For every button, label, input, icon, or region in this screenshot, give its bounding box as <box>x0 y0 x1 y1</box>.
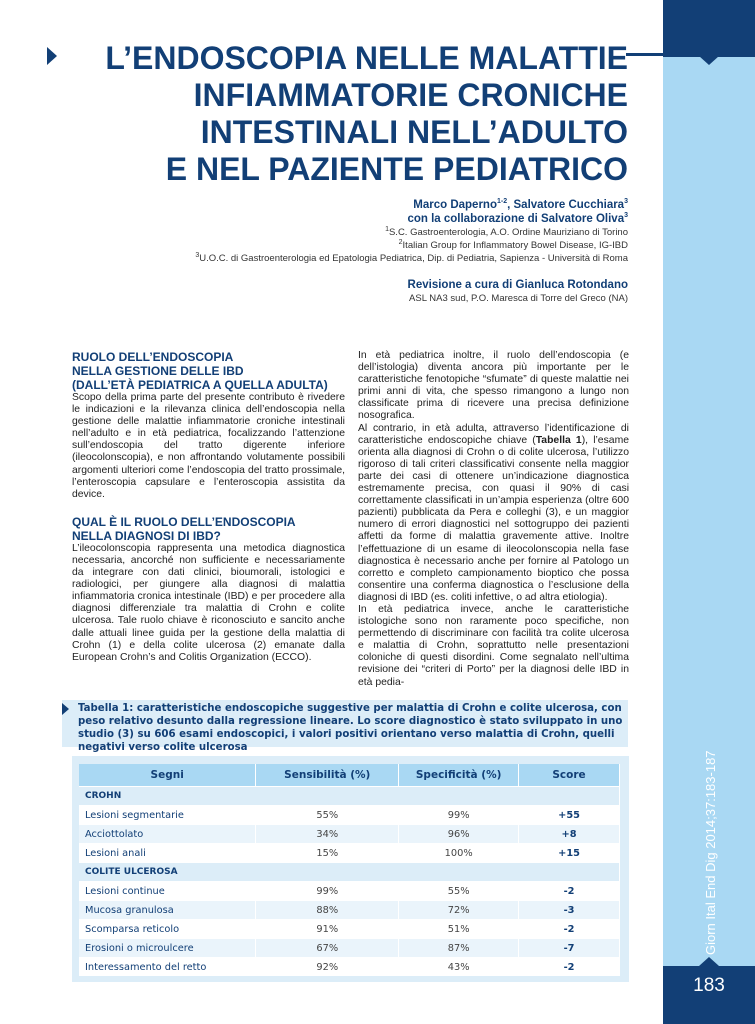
cell-score: +8 <box>519 825 620 844</box>
sidebar-band <box>663 0 755 1024</box>
table-row <box>79 844 620 863</box>
cell-sign: Lesioni segmentarie <box>79 806 256 825</box>
cell-sign: Scomparsa reticolo <box>79 920 256 939</box>
collaboration-line <box>68 212 628 226</box>
cell-sensitivity: 34% <box>256 825 399 844</box>
table-header-row <box>79 764 620 787</box>
cell-sign: Acciottolato <box>79 825 256 844</box>
heading-line: NELLA GESTIONE DELLE IBD <box>72 364 244 378</box>
column-header: Segni <box>79 764 256 787</box>
cell-sensitivity: 15% <box>256 844 399 863</box>
cell-sign: Interessamento del retto <box>79 958 256 977</box>
cell-sensitivity: 88% <box>256 901 399 920</box>
paragraph-text: Al contrario, in età adulta, attraverso l’identificazione di caratteristiche endoscopiche chiave ( <box>358 422 629 446</box>
author-name: Marco Daperno <box>413 199 497 211</box>
cell-sensitivity: 92% <box>256 958 399 977</box>
signs-table <box>79 764 620 976</box>
cell-sensitivity: 91% <box>256 920 399 939</box>
cell-specificity: 87% <box>399 939 519 958</box>
paragraph-text: ), l’esame orienta alla diagnosi di Crohn o di colite ulcerosa, l’utilizzo rigoroso di tali criteri classificativi consente nella maggior parte dei casi di ottenere un’indicazione diagnostica estremamente precisa, con quasi il 90% di casi correttamente classificati in un’ampia esperienza (oltre 600 pazienti) pubblicata da Pera e colleghi (3), e un maggior numero di errori diagnostici nel sottogruppo dei pazienti affetti da forme di malattia gravemente attive. Inoltre l’effettuazione di un esame di ileocolonscopia nella fase diagnostica è necessario anche per fornire al Patologo un corretto e completo campionamento bioptico che possa consentire una conferma diagnostica o l’esclusione della diagnosi di IBD (es. coliti infettive, o ad altra etiologia). <box>358 434 629 603</box>
affiliation <box>68 239 628 252</box>
body-paragraph: L’ileocolonscopia rappresenta una metodica diagnostica necessaria, ancorché non sufficiente e necessariamente da integrare con dati clinici, bioumorali, istologici e radiologici, per giungere alla diagnosi di malattia infiammatoria cronica intestinale (IBD) e per procedere alla diagnosi differenziale tra malattia di Crohn e colite ulcerosa. Tale ruolo chiave è riconosciuto e sancito anche dalle attuali linee guida per la gestione della malattia di Crohn (1) e della colite ulcerosa (2) emanate dalla European Crohn’s and Colitis Organization (ECCO). <box>72 542 345 663</box>
cell-score: +15 <box>519 844 620 863</box>
left-column <box>72 350 345 664</box>
cell-specificity: 100% <box>399 844 519 863</box>
body-paragraph: Scopo della prima parte del presente contributo è rivedere le indicazioni e la rilevanza clinica dell’endoscopia nella gestione delle malattie infiammatorie croniche intestinali nell’adulto e in età pediatrica, focalizzando l’attenzione sull’endoscopia del tratto digerente inferiore (ileocolonscopia), e non affrontando volutamente possibili argomenti ulteriori come l’endoscopia del tratto prossimale, l’enteroscopia capsulare e l’enteroscopia assistita da device. <box>72 392 345 500</box>
title-line: INTESTINALI NELL’ADULTO <box>200 114 628 150</box>
sidebar-header-block <box>663 0 755 57</box>
table-row <box>79 939 620 958</box>
cell-specificity: 43% <box>399 958 519 977</box>
cell-score: -3 <box>519 901 620 920</box>
group-label: COLITE ULCEROSA <box>79 863 620 882</box>
table-row <box>79 920 620 939</box>
section-heading <box>72 350 345 392</box>
affiliation-text: Italian Group for Inflammatory Bowel Disease, IG-IBD <box>402 240 628 251</box>
revision-line: Revisione a cura di Gianluca Rotondano <box>407 279 628 291</box>
right-column <box>358 350 629 689</box>
table-row <box>79 825 620 844</box>
table-group-row <box>79 787 620 806</box>
cell-specificity: 51% <box>399 920 519 939</box>
revision-affiliation: ASL NA3 sud, P.O. Maresca di Torre del Greco (NA) <box>409 293 628 304</box>
affiliation-sup: 3 <box>195 251 200 259</box>
author-sup: 1-2 <box>496 198 508 206</box>
article-title <box>66 40 628 188</box>
cell-sensitivity: 67% <box>256 939 399 958</box>
body-paragraph: In età pediatrica invece, anche le caratteristiche istologiche sono non raramente poco specifiche, non permettendo di discriminare con facilità tra colite ulcerosa e malattia di Crohn, soprattutto nelle presentazioni coloniche di questi disordini. Come segnalato nell’ultima revisione dei “criteri di Porto” per la diagnosi delle IBD in età pedia- <box>358 603 629 688</box>
page-number: 183 <box>693 975 725 996</box>
cell-sensitivity: 99% <box>256 882 399 901</box>
title-rule <box>626 53 663 56</box>
cell-sign: Erosioni o microulcere <box>79 939 256 958</box>
collaborator-name: con la collaborazione di Salvatore Oliva <box>407 213 625 225</box>
affiliation <box>68 252 628 265</box>
body-paragraph <box>358 423 629 604</box>
affiliation <box>68 226 628 239</box>
cell-sign: Lesioni anali <box>79 844 256 863</box>
cell-specificity: 99% <box>399 806 519 825</box>
column-header: Specificità (%) <box>399 764 519 787</box>
cell-sign: Lesioni continue <box>79 882 256 901</box>
body-paragraph: In età pediatrica inoltre, il ruolo dell’endoscopia (e dell’istologia) diventa ancora più importante per le caratteristiche fenotopiche “sfumate” di queste malattie nei primi anni di vita, che spesso rimangono a lungo non classificate prima di ricevere una precisa definizione nosografica. <box>358 350 629 422</box>
table-group-row <box>79 863 620 882</box>
page-notch-icon <box>699 957 719 966</box>
cell-score: +55 <box>519 806 620 825</box>
table-reference-link[interactable]: Tabella 1 <box>535 434 582 446</box>
title-line: INFIAMMATORIE CRONICHE <box>193 77 628 113</box>
affiliation-text: U.O.C. di Gastroenterologia ed Epatologia Pediatrica, Dip. di Pediatria, Sapienza - Università di Roma <box>199 253 628 264</box>
cell-specificity: 72% <box>399 901 519 920</box>
title-line: E NEL PAZIENTE PEDIATRICO <box>165 151 628 187</box>
cell-sign: Mucosa granulosa <box>79 901 256 920</box>
cell-specificity: 96% <box>399 825 519 844</box>
column-header: Score <box>519 764 620 787</box>
heading-line: QUAL È IL RUOLO DELL’ENDOSCOPIA <box>72 514 296 529</box>
sidebar-notch-icon <box>699 56 719 65</box>
cell-sensitivity: 55% <box>256 806 399 825</box>
cell-specificity: 55% <box>399 882 519 901</box>
group-label: CROHN <box>79 787 620 806</box>
cell-score: -2 <box>519 920 620 939</box>
author-sup: 3 <box>624 198 628 206</box>
cell-score: -2 <box>519 882 620 901</box>
author-sup: 3 <box>624 212 628 220</box>
table-row <box>79 882 620 901</box>
heading-line: (DALL’ETÀ PEDIATRICA A QUELLA ADULTA) <box>72 378 328 392</box>
cell-score: -7 <box>519 939 620 958</box>
affiliation-text: S.C. Gastroenterologia, A.O. Ordine Mauriziano di Torino <box>388 227 628 238</box>
title-arrow-icon <box>47 47 57 65</box>
table-row <box>79 806 620 825</box>
heading-line: NELLA DIAGNOSI DI IBD? <box>72 528 221 543</box>
affiliation-sup: 2 <box>398 238 403 246</box>
section-heading <box>72 515 345 543</box>
heading-line: RUOLO DELL’ENDOSCOPIA <box>72 350 234 364</box>
caption-arrow-icon <box>62 703 69 715</box>
table-caption: Tabella 1: caratteristiche endoscopiche suggestive per malattia di Crohn e colite ulcerosa, con peso relativo desunto dalla regressione lineare. Lo score diagnostico è stato sviluppato in uno studio (3) su 606 esami endoscopici, i valori positivi orientano verso malattia di Crohn, quelli negativi verso colite ulcerosa <box>78 703 623 753</box>
authors-line <box>68 198 628 212</box>
cell-score: -2 <box>519 958 620 977</box>
affiliation-sup: 1 <box>385 225 389 233</box>
author-block <box>68 198 628 305</box>
title-line: L’ENDOSCOPIA NELLE MALATTIE <box>105 40 628 76</box>
table-row <box>79 901 620 920</box>
journal-citation: Giorn Ital End Dig 2014;37:183-187 <box>703 750 718 955</box>
column-header: Sensibilità (%) <box>256 764 399 787</box>
author-name: , Salvatore Cucchiara <box>507 199 625 211</box>
table-row <box>79 958 620 977</box>
